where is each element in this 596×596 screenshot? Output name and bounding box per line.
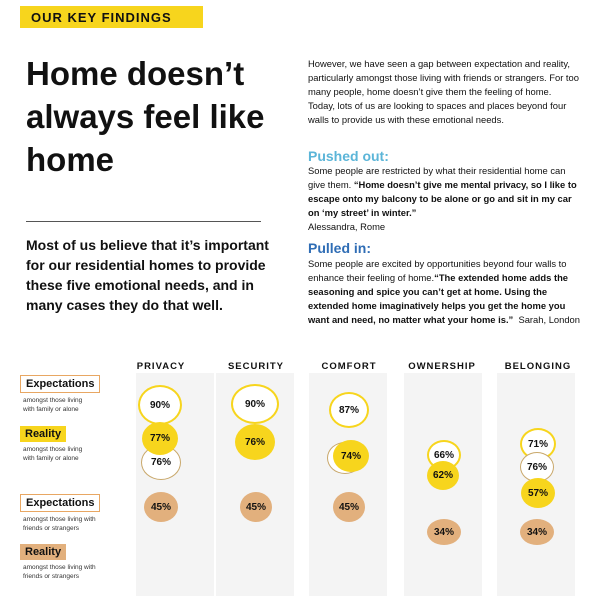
row-label-expectations-family (20, 374, 100, 414)
row-title: Reality (20, 544, 66, 560)
ownership-expectation-bubble: 66% (427, 440, 461, 470)
row-label-reality-family (20, 424, 95, 463)
privacy-expectation-friends-bubble: 45% (144, 492, 178, 522)
row-title: Expectations (20, 494, 100, 512)
row-label-reality-friends (20, 542, 113, 581)
pushed-out-body (308, 164, 580, 234)
pushed-out-text: Some people are restricted by what their residential home can give them. (308, 165, 566, 190)
belonging-friends-bubble: 34% (520, 519, 554, 545)
key-findings-banner: OUR KEY FINDINGS (20, 6, 203, 28)
headline: Home doesn’t always feel like home (26, 55, 265, 178)
row-label-expectations-friends (20, 493, 113, 533)
divider (26, 221, 261, 222)
column-header-comfort: COMFORT (321, 361, 377, 372)
pulled-in-title: Pulled in: (308, 240, 371, 256)
column-header-belonging: BELONGING (504, 361, 572, 372)
comfort-expectation-friends-bubble: 45% (333, 492, 365, 522)
row-subtitle: amongst those living with friends or strangers (23, 516, 96, 532)
row-subtitle: amongst those living with family or alone (23, 397, 83, 413)
belonging-expectation-bubble: 71% (520, 428, 556, 460)
comfort-reality-family-bubble: 74% (333, 440, 369, 472)
belonging-reality-bubble: 57% (521, 478, 555, 508)
privacy-expectation-family-bubble: 90% (138, 385, 182, 425)
privacy-expectation-friends-outline-bubble: 76% (141, 445, 181, 480)
row-subtitle: amongst those living with friends or strangers (23, 564, 96, 580)
row-subtitle: amongst those living with family or alone (23, 446, 83, 462)
pushed-out-quote: “Home doesn’t give me mental privacy, so I like to escape onto my balcony to be alone or go and sit in my car on ‘my street’ in winter.” (308, 179, 577, 218)
lead-paragraph: Most of us believe that it’s important for our residential homes to provide these five emotional needs, and in many cases they do that well. (26, 237, 269, 313)
pulled-in-body (308, 257, 580, 327)
pushed-out-author: Alessandra, Rome (308, 221, 386, 232)
security-expectation-family-bubble: 90% (231, 384, 279, 424)
pulled-in-text: Some people are excited by opportunities beyond four walls to enhance their feeling of home. (308, 258, 567, 283)
pushed-out-title: Pushed out: (308, 148, 389, 164)
pulled-in-author: Sarah, London (518, 314, 580, 325)
column-header-ownership: OWNERSHIP (408, 361, 476, 372)
security-expectation-friends-bubble: 45% (240, 492, 272, 522)
security-reality-family-bubble: 76% (235, 424, 275, 460)
ownership-friends-bubble: 34% (427, 519, 461, 545)
ownership-reality-bubble: 62% (427, 461, 459, 490)
intro-paragraph: However, we have seen a gap between expectation and reality, particularly amongst those living with friends or strangers. For too many people, home doesn’t give them the feeling of home. Today, lots of us are looking to spaces and places beyond four walls to provide us with these emotional needs. (308, 58, 579, 125)
column-header-privacy: PRIVACY (136, 361, 186, 372)
row-title: Reality (20, 426, 66, 442)
row-title: Expectations (20, 375, 100, 393)
privacy-reality-family-bubble: 77% (142, 422, 178, 455)
column-header-security: SECURITY (227, 361, 285, 372)
belonging-reality-outline-bubble: 76% (520, 452, 554, 482)
comfort-expectation-family-bubble: 87% (329, 392, 369, 428)
pulled-in-quote: “The extended home adds the seasoning and spice you can’t get at home. Using the extended home imaginatively helps you get the home you want and need, no matter what your home is.” (308, 272, 569, 325)
